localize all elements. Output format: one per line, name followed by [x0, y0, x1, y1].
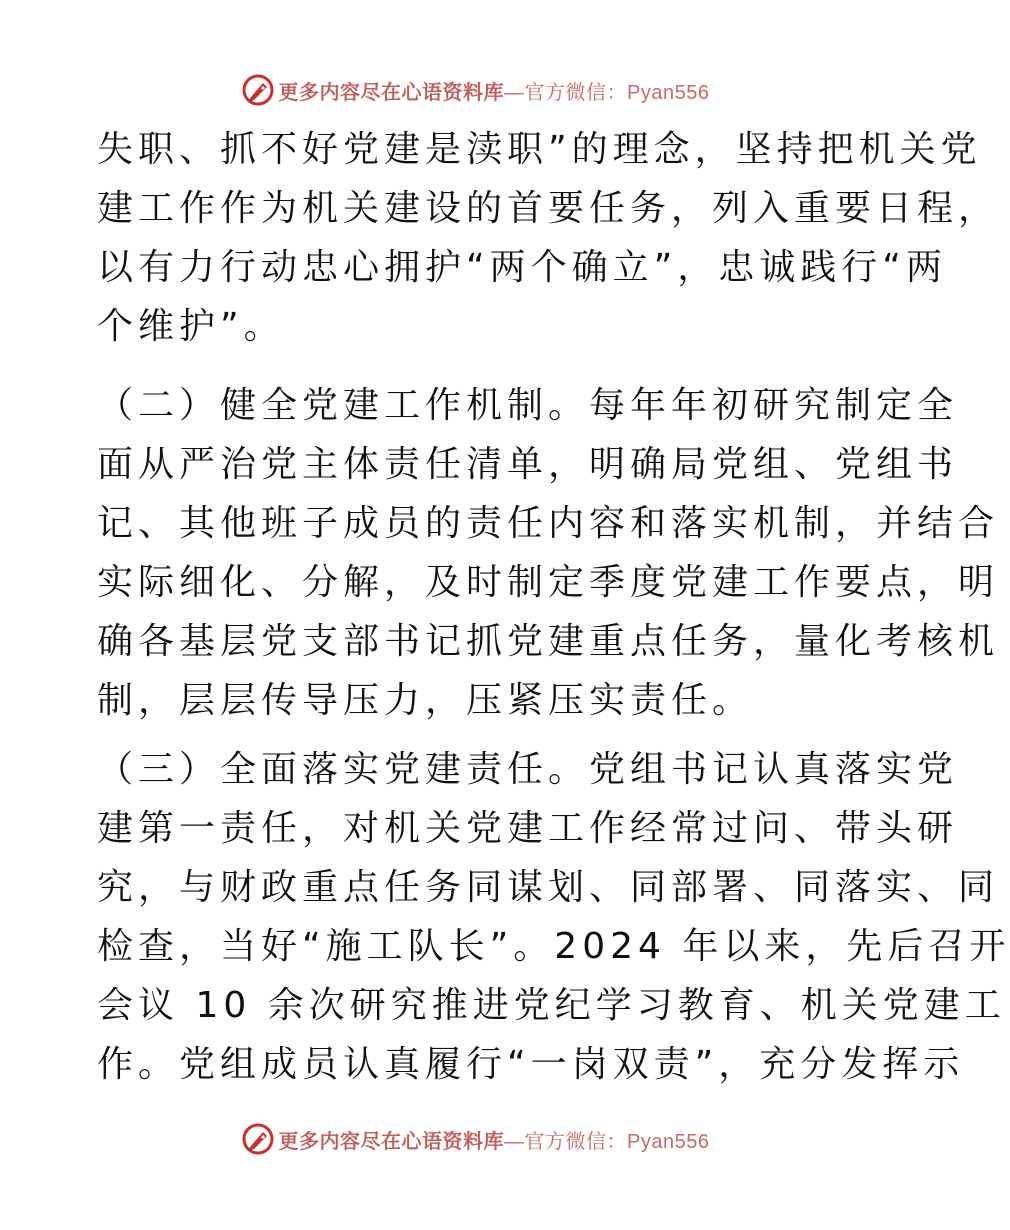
- banner-contact-text: —官方微信：Pyan556: [504, 81, 710, 104]
- paragraph-gap: [97, 730, 857, 740]
- banner-contact-text: —官方微信：Pyan556: [504, 1130, 710, 1153]
- body-line: 制，层层传导压力，压紧压实责任。: [97, 680, 754, 721]
- body-line: 究，与财政重点任务同谋划、同部署、同落实、同: [97, 867, 1000, 908]
- banner-brand-text: 更多内容尽在心语资料库: [278, 79, 505, 104]
- body-line: 确各基层党支部书记抓党建重点任务，量化考核机: [97, 621, 1000, 662]
- body-line: 会议 10 余次研究推进党纪学习教育、机关党建工: [97, 985, 1006, 1026]
- body-line: 记、其他班子成员的责任内容和落实机制，并结合: [97, 503, 1000, 544]
- header-banner[interactable]: [0, 70, 950, 110]
- pen-nib-logo-icon: [241, 1122, 275, 1156]
- banner-brand-text: 更多内容尽在心语资料库: [278, 1128, 505, 1153]
- body-line: 建工作作为机关建设的首要任务，列入重要日程，: [97, 188, 1000, 229]
- document-body: [97, 120, 1010, 1094]
- body-line: 实际细化、分解，及时制定季度党建工作要点，明: [97, 562, 1000, 603]
- body-line: 作。党组成员认真履行“一岗双责”，充分发挥示: [97, 1044, 965, 1085]
- body-line: 以有力行动忠心拥护“两个确立”，忠诚践行“两: [97, 247, 947, 288]
- section-heading-line: （二）健全党建工作机制。每年年初研究制定全: [97, 385, 959, 426]
- body-line: 个维护”。: [97, 306, 285, 347]
- body-line: 失职、抓不好党建是渎职”的理念，坚持把机关党: [97, 129, 982, 170]
- body-line: 建第一责任，对机关党建工作经常过问、带头研: [97, 808, 959, 849]
- pen-nib-logo-icon: [241, 73, 275, 107]
- section-heading-line: （三）全面落实党建责任。党组书记认真落实党: [97, 749, 959, 790]
- body-line: 检查，当好“施工队长”。2024 年以来，先后召开: [97, 926, 1010, 967]
- paragraph-gap: [97, 356, 857, 376]
- body-line: 面从严治党主体责任清单，明确局党组、党组书: [97, 444, 959, 485]
- footer-banner[interactable]: [0, 1119, 950, 1159]
